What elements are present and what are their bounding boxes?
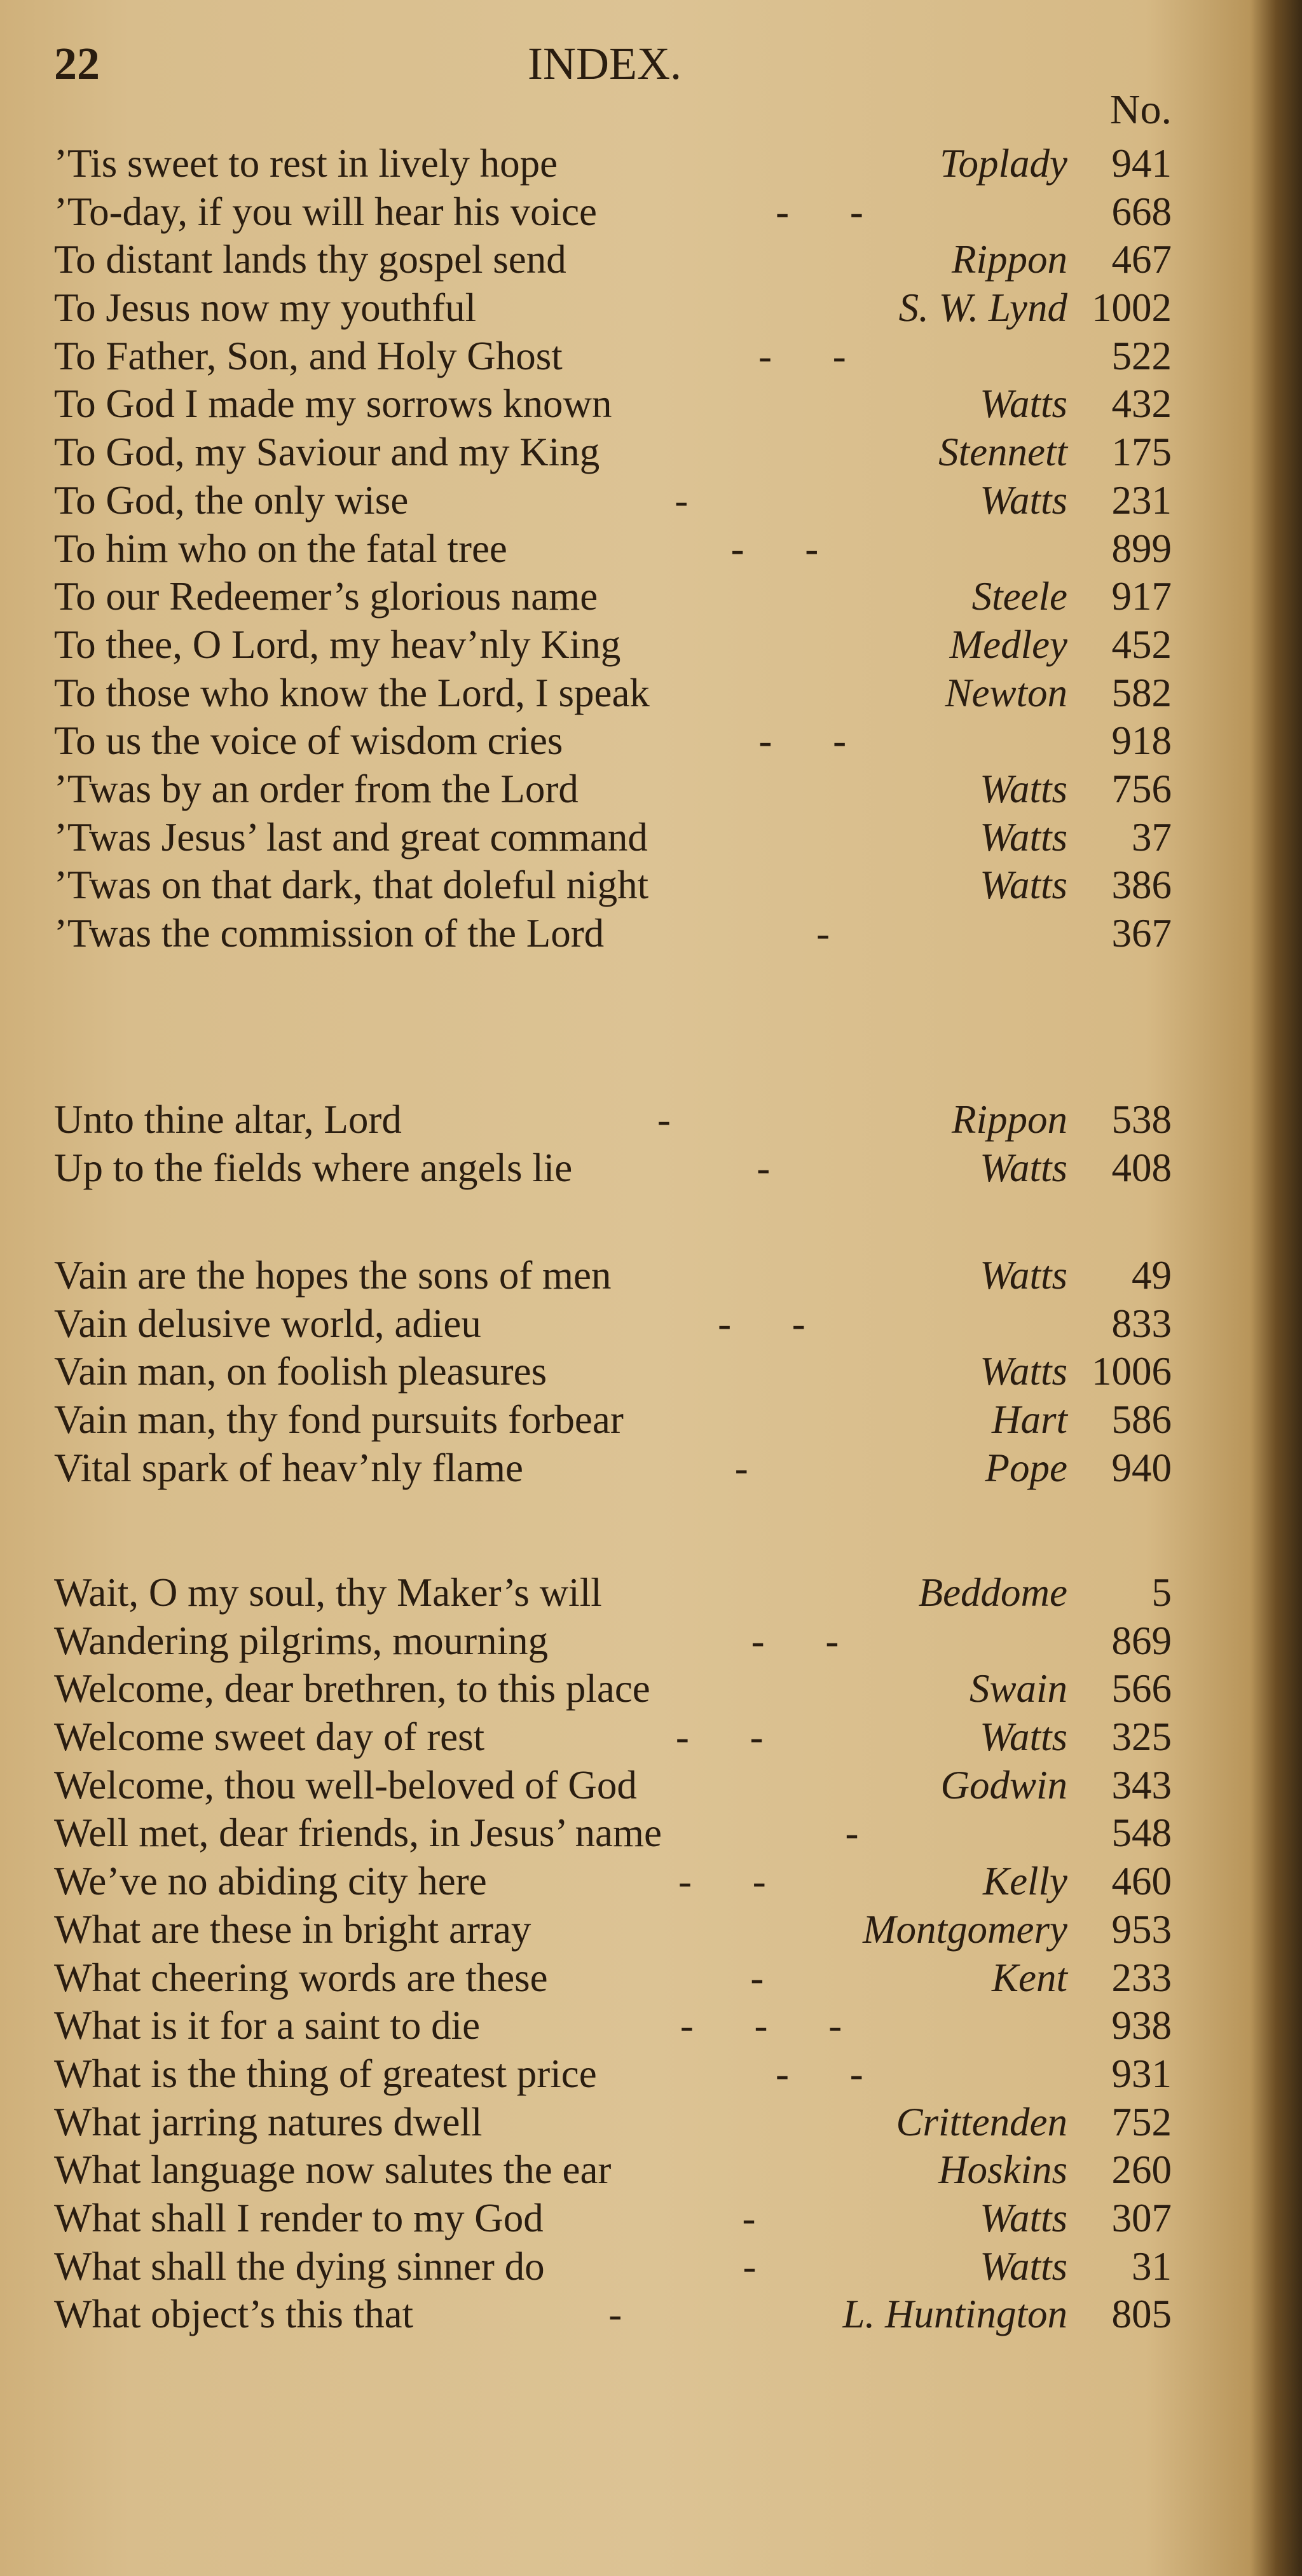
index-entry (54, 1569, 1172, 1617)
hymn-number: 917 (1111, 574, 1172, 619)
index-entry (54, 717, 1172, 765)
hymn-title: Welcome, thou well-beloved of God (54, 1762, 637, 1807)
index-entry (54, 765, 1172, 814)
leader-dashes: - - (775, 2051, 889, 2096)
hymn-author: Watts (980, 1349, 1067, 1394)
hymn-number: 582 (1111, 670, 1172, 715)
index-group-t (54, 140, 1172, 958)
hymn-author: S. W. Lynd (898, 285, 1067, 331)
hymn-number: 307 (1111, 2195, 1172, 2240)
hymn-title: What object’s this that (54, 2292, 414, 2337)
index-entry (54, 669, 1172, 718)
hymn-number: 833 (1111, 1301, 1172, 1346)
index-entry (54, 428, 1172, 477)
hymn-title: ’Twas the commission of the Lord (54, 911, 605, 956)
hymn-author: Rippon (952, 237, 1067, 282)
hymn-title: Vain man, on foolish pleasures (54, 1349, 547, 1394)
hymn-number: 756 (1111, 766, 1172, 811)
hymn-title: Up to the fields where angels lie (54, 1145, 573, 1190)
hymn-number: 1002 (1092, 285, 1172, 331)
hymn-number: 467 (1111, 237, 1172, 282)
hymn-title: What is the thing of greatest price (54, 2051, 597, 2096)
hymn-author: Steele (971, 574, 1067, 619)
hymn-title: To God I made my sorrows known (54, 381, 612, 427)
leader-dashes: - - (751, 1618, 865, 1663)
hymn-title: ’Twas by an order from the Lord (54, 766, 579, 811)
index-entry (54, 1144, 1172, 1193)
index-entry (54, 573, 1172, 621)
index-entry (54, 525, 1172, 573)
hymn-number: 805 (1111, 2292, 1172, 2337)
index-group-w (54, 1569, 1172, 2339)
index-entry (54, 1444, 1172, 1493)
column-label-number: No. (1109, 86, 1172, 133)
hymn-title: What are these in bright array (54, 1907, 531, 1952)
hymn-title: To us the voice of wisdom cries (54, 718, 563, 764)
leader-dashes: - (734, 1445, 774, 1490)
index-entry (54, 814, 1172, 862)
hymn-title: What is it for a saint to die (54, 2003, 481, 2048)
hymn-number: 233 (1111, 1955, 1172, 2000)
hymn-number: 408 (1111, 1145, 1172, 1190)
leader-dashes: - (657, 1097, 696, 1142)
hymn-title: Vital spark of heav’nly flame (54, 1445, 523, 1490)
hymn-title: Wait, O my soul, thy Maker’s will (54, 1570, 602, 1615)
leader-dashes: - (845, 1811, 884, 1856)
hymn-number: 37 (1132, 814, 1172, 860)
hymn-number: 586 (1111, 1397, 1172, 1442)
hymn-number: 548 (1111, 1811, 1172, 1856)
hymn-title: What shall I render to my God (54, 2195, 544, 2240)
index-entry (54, 2195, 1172, 2243)
hymn-number: 899 (1111, 526, 1172, 571)
hymn-number: 175 (1111, 430, 1172, 475)
leader-dashes: - (757, 1145, 796, 1190)
leader-dashes: - - (758, 718, 872, 764)
hymn-number: 386 (1111, 863, 1172, 908)
index-entry (54, 2050, 1172, 2099)
hymn-number: 260 (1111, 2148, 1172, 2193)
index-entry (54, 2099, 1172, 2147)
hymn-author: Godwin (940, 1762, 1067, 1807)
index-entry (54, 477, 1172, 525)
index-entry (54, 1252, 1172, 1300)
hymn-number: 538 (1111, 1097, 1172, 1142)
index-entry (54, 1954, 1172, 2003)
hymn-author: Stennett (938, 430, 1067, 475)
hymn-title: To him who on the fatal tree (54, 526, 507, 571)
index-entry (54, 380, 1172, 428)
leader-dashes: - - (675, 1715, 789, 1760)
index-entry (54, 861, 1172, 910)
hymn-title: Welcome sweet day of rest (54, 1715, 485, 1760)
hymn-author: Watts (980, 1253, 1067, 1298)
hymn-title: To Father, Son, and Holy Ghost (54, 333, 563, 378)
hymn-title: Well met, dear friends, in Jesus’ name (54, 1811, 662, 1856)
page-number: 22 (54, 38, 100, 89)
index-entry (54, 1713, 1172, 1762)
hymn-number: 941 (1111, 141, 1172, 186)
index-entry (54, 1809, 1172, 1858)
hymn-author: Montgomery (863, 1907, 1067, 1952)
hymn-author: Swain (969, 1666, 1067, 1711)
hymn-author: Watts (980, 863, 1067, 908)
index-entry (54, 2291, 1172, 2339)
hymn-author: Watts (980, 2244, 1067, 2289)
hymn-number: 953 (1111, 1907, 1172, 1952)
hymn-author: Hart (991, 1397, 1067, 1442)
index-entry (54, 1665, 1172, 1713)
hymn-title: What shall the dying sinner do (54, 2244, 545, 2289)
hymn-author: L. Huntington (842, 2292, 1067, 2337)
hymn-title: To God, my Saviour and my King (54, 430, 600, 475)
hymn-title: To our Redeemer’s glorious name (54, 574, 598, 619)
leader-dashes: - (675, 477, 714, 523)
hymn-title: To those who know the Lord, I speak (54, 670, 650, 715)
hymn-author: Watts (980, 2195, 1067, 2240)
hymn-number: 460 (1111, 1859, 1172, 1904)
hymn-number: 940 (1111, 1445, 1172, 1490)
hymn-number: 522 (1111, 333, 1172, 378)
index-entry (54, 2243, 1172, 2291)
hymn-author: Watts (980, 1145, 1067, 1190)
hymn-number: 668 (1111, 189, 1172, 234)
hymn-title: Vain are the hopes the sons of men (54, 1253, 612, 1298)
hymn-author: Hoskins (938, 2148, 1067, 2193)
index-entry (54, 284, 1172, 332)
leader-dashes: - - (730, 526, 844, 571)
index-entry (54, 188, 1172, 236)
index-entry (54, 621, 1172, 669)
index-entry (54, 1096, 1172, 1144)
hymn-title: Wandering pilgrims, mourning (54, 1618, 549, 1663)
index-entry (54, 910, 1172, 958)
hymn-author: Newton (945, 670, 1067, 715)
index-entry (54, 140, 1172, 188)
hymn-number: 1006 (1092, 1349, 1172, 1394)
hymn-title: We’ve no abiding city here (54, 1859, 487, 1904)
hymn-title: To God, the only wise (54, 477, 409, 523)
hymn-title: To Jesus now my youthful (54, 285, 477, 331)
hymn-author: Beddome (918, 1570, 1067, 1615)
leader-dashes: - (816, 911, 856, 956)
hymn-title: What jarring natures dwell (54, 2099, 483, 2144)
hymn-number: 367 (1111, 911, 1172, 956)
index-entry (54, 1348, 1172, 1396)
hymn-number: 31 (1132, 2244, 1172, 2289)
hymn-number: 452 (1111, 622, 1172, 667)
hymn-author: Crittenden (896, 2099, 1067, 2144)
hymn-author: Watts (980, 477, 1067, 523)
hymn-author: Toplady (940, 141, 1067, 186)
index-entry (54, 2002, 1172, 2050)
hymn-title: What cheering words are these (54, 1955, 548, 2000)
hymn-title: ’Twas on that dark, that doleful night (54, 863, 649, 908)
index-entry (54, 236, 1172, 284)
hymn-number: 931 (1111, 2051, 1172, 2096)
hymn-number: 432 (1111, 381, 1172, 427)
index-group-u (54, 1096, 1172, 1192)
index-entry (54, 1858, 1172, 1906)
hymn-author: Rippon (952, 1097, 1067, 1142)
hymn-title: Welcome, dear brethren, to this place (54, 1666, 650, 1711)
hymn-number: 938 (1111, 2003, 1172, 2048)
hymn-author: Watts (980, 766, 1067, 811)
hymn-number: 5 (1151, 1570, 1172, 1615)
hymn-title: ’To-day, if you will hear his voice (54, 189, 598, 234)
index-entry (54, 1906, 1172, 1954)
hymn-title: To distant lands thy gospel send (54, 237, 566, 282)
hymn-author: Kelly (983, 1859, 1067, 1904)
leader-dashes: - - - (680, 2003, 868, 2048)
leader-dashes: - - (718, 1301, 831, 1346)
leader-dashes: - (742, 2195, 781, 2240)
hymn-number: 325 (1111, 1715, 1172, 1760)
hymn-title: Vain delusive world, adieu (54, 1301, 481, 1346)
hymn-author: Watts (980, 814, 1067, 860)
hymn-number: 231 (1111, 477, 1172, 523)
index-group-v (54, 1252, 1172, 1492)
hymn-title: To thee, O Lord, my heav’nly King (54, 622, 621, 667)
hymn-author: Kent (992, 1955, 1067, 2000)
index-entry (54, 2146, 1172, 2195)
hymn-number: 752 (1111, 2099, 1172, 2144)
hymn-author: Watts (980, 1715, 1067, 1760)
hymn-title: ’Tis sweet to rest in lively hope (54, 141, 558, 186)
hymn-title: Unto thine altar, Lord (54, 1097, 402, 1142)
leader-dashes: - (743, 2244, 782, 2289)
hymn-number: 869 (1111, 1618, 1172, 1663)
index-entry (54, 1396, 1172, 1444)
hymn-author: Watts (980, 381, 1067, 427)
index-entry (54, 1617, 1172, 1666)
index-entry (54, 1762, 1172, 1810)
hymn-author: Pope (985, 1445, 1067, 1490)
hymn-number: 918 (1111, 718, 1172, 764)
index-entry (54, 1300, 1172, 1348)
hymn-number: 49 (1132, 1253, 1172, 1298)
page-title: INDEX. (528, 38, 682, 89)
leader-dashes: - - (776, 189, 889, 234)
hymn-number: 566 (1111, 1666, 1172, 1711)
leader-dashes: - - (758, 333, 872, 378)
hymn-number: 343 (1111, 1762, 1172, 1807)
leader-dashes: - (608, 2292, 648, 2337)
hymn-author: Medley (949, 622, 1067, 667)
hymn-title: ’Twas Jesus’ last and great command (54, 814, 648, 860)
hymn-title: What language now salutes the ear (54, 2148, 612, 2193)
leader-dashes: - - (678, 1859, 791, 1904)
hymn-title: Vain man, thy fond pursuits forbear (54, 1397, 624, 1442)
index-entry (54, 332, 1172, 381)
leader-dashes: - (750, 1955, 790, 2000)
